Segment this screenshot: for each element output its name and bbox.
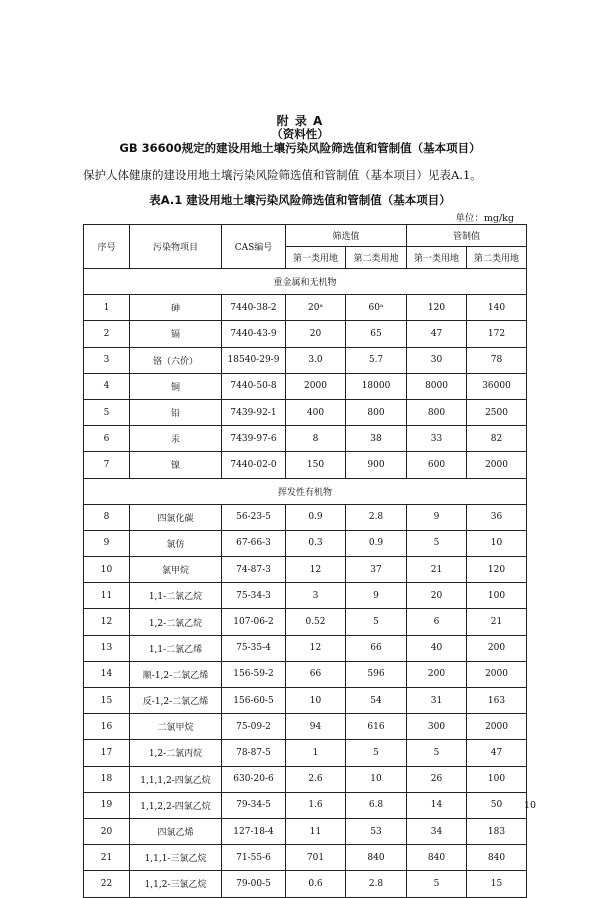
cell-control-class2: 2500: [467, 399, 527, 425]
cell-screening-class2: 10: [346, 766, 407, 792]
cell-control-class2: 183: [467, 818, 527, 844]
cell-cas: 79-34-5: [222, 792, 286, 818]
cell-control-class2: 78: [467, 347, 527, 373]
cell-control-class2: 163: [467, 688, 527, 714]
cell-screening-class1: 20ᵃ: [286, 295, 346, 321]
cell-control-class2: 120: [467, 557, 527, 583]
cell-control-class1: 600: [407, 452, 467, 478]
cell-screening-class1: 400: [286, 399, 346, 425]
cell-screening-class2: 60ᵃ: [346, 295, 407, 321]
cell-pollutant: 铜: [130, 373, 222, 399]
cell-control-class1: 300: [407, 714, 467, 740]
unit-label: 单位：mg/kg: [455, 213, 514, 224]
cell-screening-class2: 6.8: [346, 792, 407, 818]
header-screening: 筛选值: [286, 225, 407, 247]
cell-control-class1: 14: [407, 792, 467, 818]
cell-screening-class2: 66: [346, 635, 407, 661]
table-row: [84, 845, 527, 871]
cell-screening-class1: 0.9: [286, 504, 346, 530]
cell-seq: 3: [84, 347, 130, 373]
cell-pollutant: 1,2-二氯乙烷: [130, 609, 222, 635]
cell-pollutant: 铬（六价）: [130, 347, 222, 373]
cell-control-class2: 50: [467, 792, 527, 818]
cell-screening-class1: 1: [286, 740, 346, 766]
cell-screening-class2: 2.8: [346, 504, 407, 530]
header-pollutant: 污染物项目: [130, 225, 222, 269]
cell-cas: 7439-97-6: [222, 426, 286, 452]
cell-seq: 21: [84, 845, 130, 871]
cell-control-class1: 31: [407, 688, 467, 714]
cell-control-class2: 47: [467, 740, 527, 766]
table-row: [84, 661, 527, 687]
cell-screening-class2: 596: [346, 661, 407, 687]
cell-control-class1: 8000: [407, 373, 467, 399]
table-row: [84, 688, 527, 714]
cell-screening-class1: 66: [286, 661, 346, 687]
table-body: [84, 269, 527, 898]
cell-pollutant: 1,1,2-三氯乙烷: [130, 871, 222, 897]
table-row: [84, 557, 527, 583]
header-screening-class2: 第二类用地: [346, 247, 407, 269]
cell-pollutant: 顺-1,2-二氯乙烯: [130, 661, 222, 687]
cell-screening-class2: 37: [346, 557, 407, 583]
cell-pollutant: 砷: [130, 295, 222, 321]
cell-cas: 56-23-5: [222, 504, 286, 530]
cell-cas: 74-87-3: [222, 557, 286, 583]
cell-cas: 630-20-6: [222, 766, 286, 792]
header-control-class2: 第二类用地: [467, 247, 527, 269]
appendix-heading: GB 36600规定的建设用地土壤污染风险筛选值和管制值（基本项目）: [119, 141, 481, 155]
page-number: 10: [523, 800, 536, 811]
cell-screening-class1: 11: [286, 818, 346, 844]
cell-seq: 17: [84, 740, 130, 766]
cell-pollutant: 二氯甲烷: [130, 714, 222, 740]
appendix-title: 附 录 A: [276, 114, 324, 128]
cell-seq: 20: [84, 818, 130, 844]
cell-control-class2: 21: [467, 609, 527, 635]
cell-screening-class1: 701: [286, 845, 346, 871]
group-row: [84, 269, 527, 295]
cell-control-class1: 200: [407, 661, 467, 687]
cell-seq: 8: [84, 504, 130, 530]
cell-control-class1: 5: [407, 871, 467, 897]
cell-control-class1: 9: [407, 504, 467, 530]
table-caption: 表A.1 建设用地土壤污染风险筛选值和管制值（基本项目）: [149, 193, 451, 207]
cell-cas: 67-66-3: [222, 530, 286, 556]
cell-control-class2: 840: [467, 845, 527, 871]
cell-seq: 5: [84, 399, 130, 425]
cell-seq: 10: [84, 557, 130, 583]
table-row: [84, 373, 527, 399]
cell-screening-class2: 800: [346, 399, 407, 425]
cell-control-class2: 2000: [467, 452, 527, 478]
cell-pollutant: 1,1,1-三氯乙烷: [130, 845, 222, 871]
pollutant-table: [83, 224, 527, 898]
cell-cas: 156-59-2: [222, 661, 286, 687]
cell-control-class1: 30: [407, 347, 467, 373]
cell-screening-class2: 2.8: [346, 871, 407, 897]
cell-pollutant: 1,1-二氯乙烷: [130, 583, 222, 609]
cell-screening-class2: 54: [346, 688, 407, 714]
cell-seq: 6: [84, 426, 130, 452]
cell-control-class1: 21: [407, 557, 467, 583]
cell-cas: 78-87-5: [222, 740, 286, 766]
cell-screening-class1: 150: [286, 452, 346, 478]
cell-seq: 15: [84, 688, 130, 714]
cell-pollutant: 镍: [130, 452, 222, 478]
cell-control-class2: 10: [467, 530, 527, 556]
cell-seq: 13: [84, 635, 130, 661]
group-label: 挥发性有机物: [84, 478, 527, 504]
header-seq: 序号: [84, 225, 130, 269]
cell-control-class2: 100: [467, 766, 527, 792]
cell-cas: 127-18-4: [222, 818, 286, 844]
cell-cas: 7440-02-0: [222, 452, 286, 478]
cell-control-class2: 140: [467, 295, 527, 321]
table-row: [84, 504, 527, 530]
table-row: [84, 347, 527, 373]
cell-cas: 75-34-3: [222, 583, 286, 609]
cell-pollutant: 反-1,2-二氯乙烯: [130, 688, 222, 714]
cell-screening-class2: 840: [346, 845, 407, 871]
cell-control-class2: 15: [467, 871, 527, 897]
cell-screening-class1: 0.6: [286, 871, 346, 897]
table-row: [84, 792, 527, 818]
cell-pollutant: 四氯化碳: [130, 504, 222, 530]
cell-pollutant: 1,2-二氯丙烷: [130, 740, 222, 766]
cell-screening-class2: 38: [346, 426, 407, 452]
cell-pollutant: 镉: [130, 321, 222, 347]
table-row: [84, 295, 527, 321]
cell-cas: 7439-92-1: [222, 399, 286, 425]
cell-control-class1: 120: [407, 295, 467, 321]
cell-control-class1: 5: [407, 740, 467, 766]
cell-control-class2: 200: [467, 635, 527, 661]
cell-screening-class1: 3.0: [286, 347, 346, 373]
cell-seq: 4: [84, 373, 130, 399]
cell-seq: 9: [84, 530, 130, 556]
cell-control-class1: 26: [407, 766, 467, 792]
cell-control-class1: 47: [407, 321, 467, 347]
cell-cas: 7440-38-2: [222, 295, 286, 321]
cell-pollutant: 氯仿: [130, 530, 222, 556]
table-row: [84, 714, 527, 740]
cell-seq: 14: [84, 661, 130, 687]
cell-screening-class2: 53: [346, 818, 407, 844]
cell-cas: 107-06-2: [222, 609, 286, 635]
cell-seq: 1: [84, 295, 130, 321]
header-screening-class1: 第一类用地: [286, 247, 346, 269]
cell-screening-class1: 3: [286, 583, 346, 609]
cell-seq: 2: [84, 321, 130, 347]
group-label: 重金属和无机物: [84, 269, 527, 295]
cell-screening-class2: 5.7: [346, 347, 407, 373]
cell-screening-class1: 8: [286, 426, 346, 452]
cell-control-class2: 172: [467, 321, 527, 347]
cell-control-class2: 100: [467, 583, 527, 609]
cell-screening-class1: 20: [286, 321, 346, 347]
cell-screening-class2: 9: [346, 583, 407, 609]
table-row: [84, 530, 527, 556]
table-row: [84, 583, 527, 609]
table-row: [84, 321, 527, 347]
table-row: [84, 818, 527, 844]
table-row: [84, 399, 527, 425]
cell-control-class1: 33: [407, 426, 467, 452]
cell-control-class1: 6: [407, 609, 467, 635]
cell-pollutant: 1,1,2,2-四氯乙烷: [130, 792, 222, 818]
cell-control-class1: 40: [407, 635, 467, 661]
cell-control-class1: 800: [407, 399, 467, 425]
cell-screening-class1: 2.6: [286, 766, 346, 792]
cell-seq: 12: [84, 609, 130, 635]
group-row: [84, 478, 527, 504]
appendix-nature: （资料性）: [271, 127, 329, 141]
cell-screening-class2: 0.9: [346, 530, 407, 556]
cell-cas: 18540-29-9: [222, 347, 286, 373]
cell-control-class2: 82: [467, 426, 527, 452]
cell-seq: 18: [84, 766, 130, 792]
cell-screening-class2: 65: [346, 321, 407, 347]
cell-cas: 71-55-6: [222, 845, 286, 871]
cell-seq: 19: [84, 792, 130, 818]
cell-screening-class1: 0.3: [286, 530, 346, 556]
cell-cas: 156-60-5: [222, 688, 286, 714]
cell-screening-class1: 1.6: [286, 792, 346, 818]
header-cas: CAS编号: [222, 225, 286, 269]
cell-screening-class2: 18000: [346, 373, 407, 399]
cell-pollutant: 铅: [130, 399, 222, 425]
cell-screening-class1: 94: [286, 714, 346, 740]
cell-pollutant: 1,1-二氯乙烯: [130, 635, 222, 661]
cell-control-class2: 2000: [467, 714, 527, 740]
cell-screening-class2: 5: [346, 740, 407, 766]
cell-screening-class1: 12: [286, 635, 346, 661]
cell-cas: 75-35-4: [222, 635, 286, 661]
intro-paragraph: 保护人体健康的建设用地土壤污染风险筛选值和管制值（基本项目）见表A.1。: [83, 168, 482, 182]
cell-control-class1: 20: [407, 583, 467, 609]
cell-control-class2: 36000: [467, 373, 527, 399]
cell-control-class2: 36: [467, 504, 527, 530]
table-row: [84, 740, 527, 766]
table-row: [84, 635, 527, 661]
cell-seq: 16: [84, 714, 130, 740]
cell-seq: 11: [84, 583, 130, 609]
table-row: [84, 871, 527, 897]
header-control-class1: 第一类用地: [407, 247, 467, 269]
cell-control-class1: 840: [407, 845, 467, 871]
cell-cas: 7440-50-8: [222, 373, 286, 399]
cell-pollutant: 四氯乙烯: [130, 818, 222, 844]
cell-screening-class2: 616: [346, 714, 407, 740]
table-row: [84, 766, 527, 792]
table-row: [84, 426, 527, 452]
cell-screening-class1: 2000: [286, 373, 346, 399]
cell-control-class1: 34: [407, 818, 467, 844]
cell-screening-class1: 12: [286, 557, 346, 583]
cell-screening-class2: 5: [346, 609, 407, 635]
cell-cas: 75-09-2: [222, 714, 286, 740]
cell-pollutant: 汞: [130, 426, 222, 452]
cell-cas: 79-00-5: [222, 871, 286, 897]
cell-seq: 22: [84, 871, 130, 897]
table-row: [84, 609, 527, 635]
header-control: 管制值: [407, 225, 527, 247]
cell-screening-class1: 0.52: [286, 609, 346, 635]
cell-pollutant: 1,1,1,2-四氯乙烷: [130, 766, 222, 792]
cell-cas: 7440-43-9: [222, 321, 286, 347]
cell-control-class1: 5: [407, 530, 467, 556]
cell-pollutant: 氯甲烷: [130, 557, 222, 583]
cell-control-class2: 2000: [467, 661, 527, 687]
cell-seq: 7: [84, 452, 130, 478]
cell-screening-class1: 10: [286, 688, 346, 714]
cell-screening-class2: 900: [346, 452, 407, 478]
table-row: [84, 452, 527, 478]
